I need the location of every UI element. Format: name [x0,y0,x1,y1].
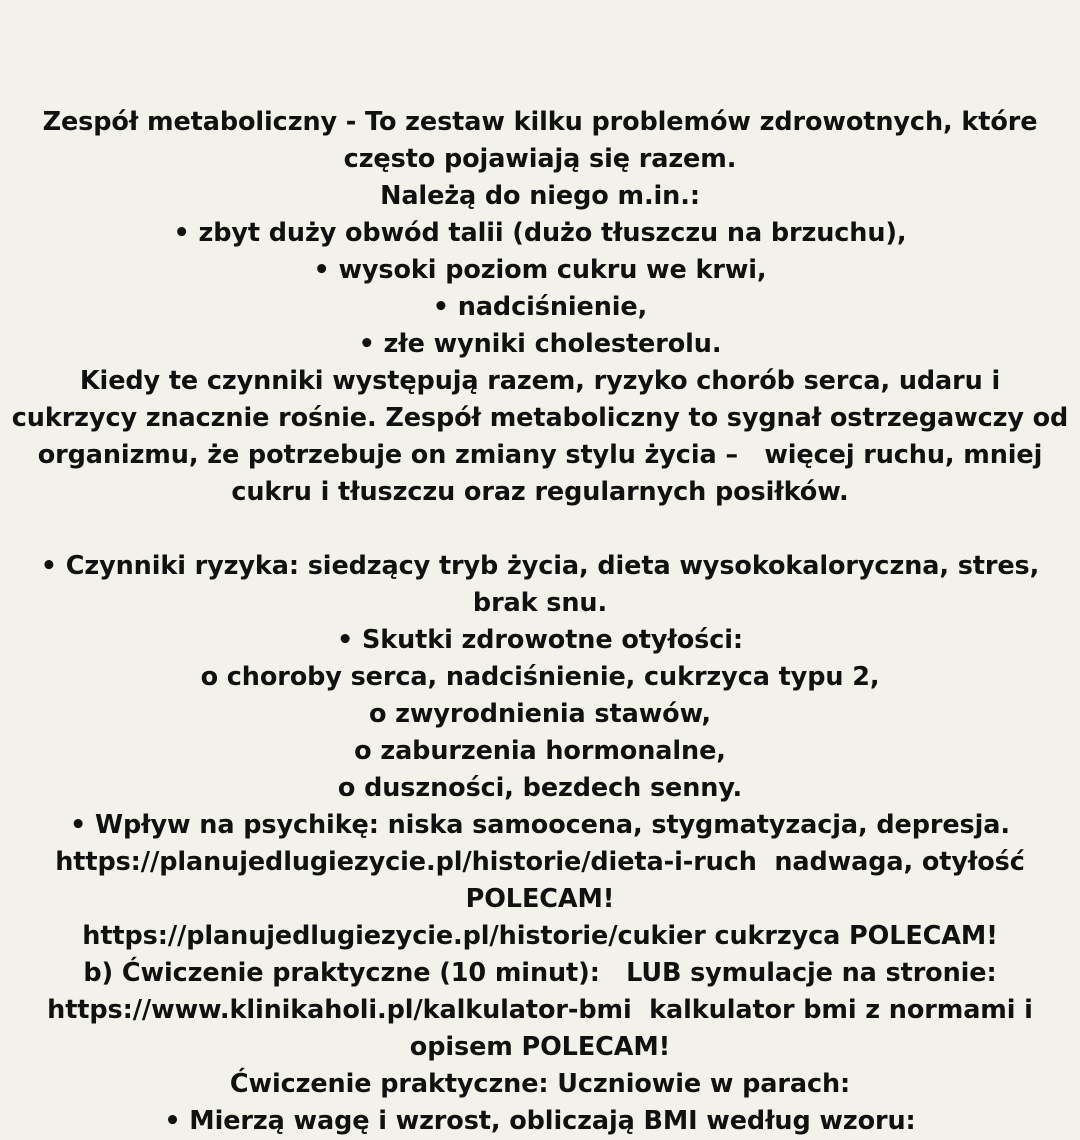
text-line: • Skutki zdrowotne otyłości: [337,625,743,655]
text-line: • wysoki poziom cukru we krwi, [313,255,767,285]
text-line: cukrzycy znacznie rośnie. Zespół metaboliczny to sygnał ostrzegawczy od [11,403,1069,433]
text-line: • nadciśnienie, [432,292,648,322]
text-line: • złe wyniki cholesterolu. [358,329,722,359]
text-line: o zwyrodnienia stawów, [368,699,711,729]
text-line: • Czynniki ryzyka: siedzący tryb życia, dieta wysokokaloryczna, stres, [40,551,1040,581]
text-line: brak snu. [472,588,608,618]
text-line: cukru i tłuszczu oraz regularnych posiłków. [231,477,849,507]
text-line: organizmu, że potrzebuje on zmiany stylu życia – więcej ruchu, mniej [37,440,1043,470]
text-line: Należą do niego m.in.: [380,181,700,211]
paragraph-risk-and-effects [8,548,1072,1140]
text-line: Ćwiczenie praktyczne: Uczniowie w parach: [229,1069,851,1099]
paragraph-gap [8,511,1072,548]
text-line: często pojawiają się razem. [343,144,737,174]
text-line: POLECAM! [465,884,615,914]
text-line: • Mierzą wagę i wzrost, obliczają BMI według wzoru: [164,1106,916,1136]
text-line-url: https://planujedlugiezycie.pl/historie/cukier cukrzyca POLECAM! [82,921,998,951]
text-line: • zbyt duży obwód talii (dużo tłuszczu na brzuchu), [173,218,907,248]
text-line: Zespół metaboliczny - To zestaw kilku problemów zdrowotnych, które [42,107,1038,137]
text-line: o zaburzenia hormonalne, [354,736,726,766]
text-line: b) Ćwiczenie praktyczne (10 minut): LUB symulacje na stronie: [83,958,997,988]
paragraph-intro [8,104,1072,511]
text-line: • Wpływ na psychikę: niska samoocena, stygmatyzacja, depresja. [70,810,1010,840]
text-line: o duszności, bezdech senny. [337,773,743,803]
text-line: opisem POLECAM! [409,1032,671,1062]
text-line-url: https://planujedlugiezycie.pl/historie/dieta-i-ruch nadwaga, otyłość [55,847,1025,877]
text-line-url: https://www.klinikaholi.pl/kalkulator-bmi kalkulator bmi z normami i [47,995,1033,1025]
text-line: Kiedy te czynniki występują razem, ryzyko chorób serca, udaru i [79,366,1001,396]
text-line: o choroby serca, nadciśnienie, cukrzyca typu 2, [200,662,880,692]
